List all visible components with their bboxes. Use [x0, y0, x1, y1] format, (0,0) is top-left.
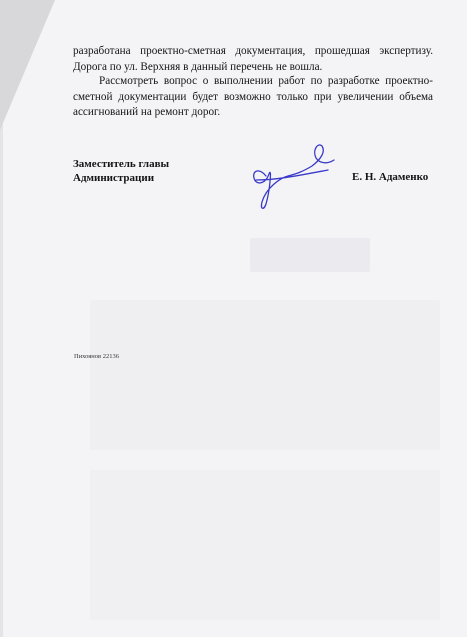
paragraph-text: Рассмотреть вопрос о выполнении работ по разработке проектно-сметной документации будет возможно только при увеличении объема ассигнований на ремонт дорог.: [73, 75, 433, 118]
signer-title-line: Администрации: [73, 172, 155, 184]
executor-note: Пихоянов 22136: [74, 353, 119, 360]
signer-title-line: Заместитель главы: [73, 158, 170, 170]
body-paragraph: [73, 74, 433, 121]
bleed-through-block: [90, 300, 440, 450]
signer-name: Е. Н. Адаменко: [352, 171, 429, 183]
signer-title: [73, 157, 169, 185]
bleed-through-block: [250, 238, 370, 272]
bleed-through-block: [90, 470, 440, 620]
body-paragraph: [73, 44, 433, 75]
handwritten-signature: [236, 140, 336, 215]
folded-corner: [0, 0, 55, 130]
paragraph-text: разработана проектно-сметная документация, прошедшая экспертизу. Дорога по ул. Верхняя в данный перечень не вошла.: [73, 45, 433, 73]
